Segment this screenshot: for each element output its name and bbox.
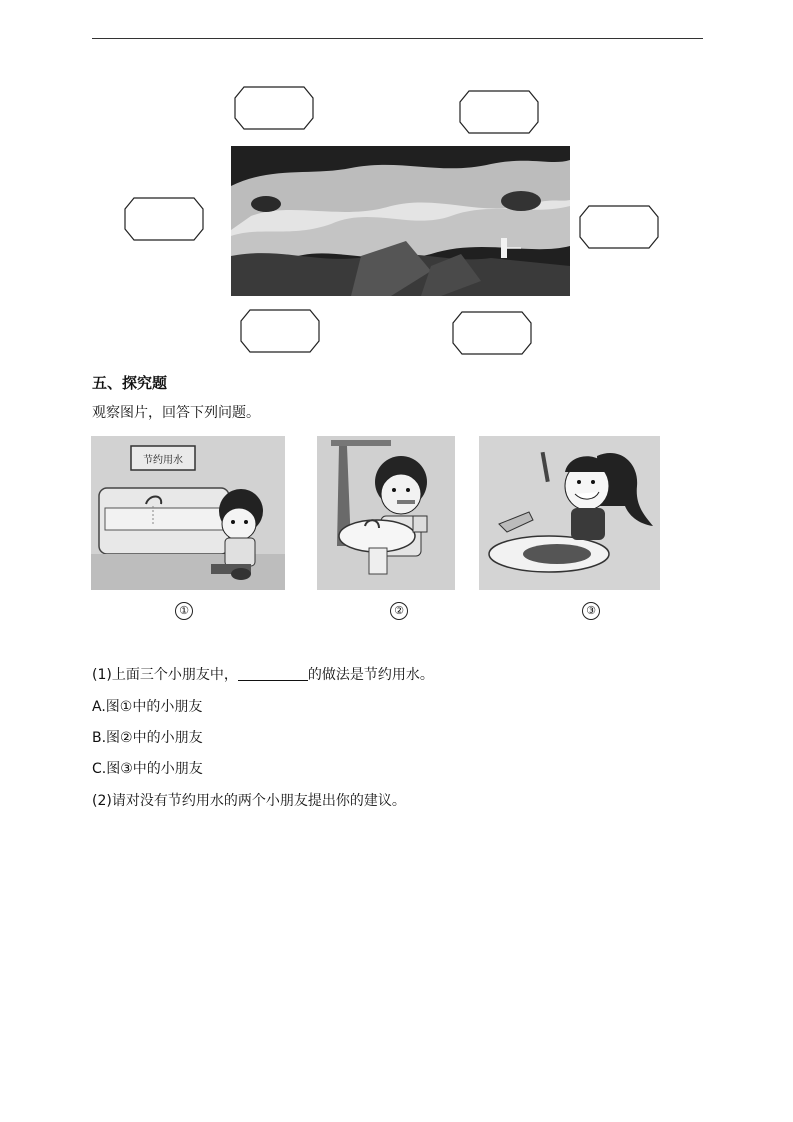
section-heading: 五、探究题 [92,374,168,392]
question-1 [92,664,434,684]
picture-3-girl-brushing [479,436,660,590]
option-b[interactable]: B.图②中的小朋友 [92,730,203,746]
answer-box-bottom-left[interactable] [240,309,320,353]
answer-box-left[interactable] [124,197,204,241]
question-1-prefix: (1)上面三个小朋友中， [92,667,238,683]
picture-1-boy-sofa [91,436,285,590]
picture-2-boy-brushing [317,436,455,590]
option-c[interactable]: C.图③中的小朋友 [92,761,203,777]
section-instruction: 观察图片，回答下列问题。 [92,405,260,421]
answer-box-bottom-right[interactable] [452,311,532,355]
figure-label-2: ② [390,602,408,620]
header-rule [92,38,703,39]
answer-box-top-right[interactable] [459,90,539,134]
question-1-suffix: 的做法是节约用水。 [307,667,434,683]
answer-box-top-left[interactable] [234,86,314,130]
sign-text: 节约用水 [143,455,183,466]
answer-blank[interactable] [238,666,308,681]
figure-label-1: ① [175,602,193,620]
figure-label-3: ③ [582,602,600,620]
answer-box-right[interactable] [579,205,659,249]
water-photo [231,146,570,296]
option-a[interactable]: A.图①中的小朋友 [92,699,203,715]
question-2: (2)请对没有节约用水的两个小朋友提出你的建议。 [92,793,406,809]
